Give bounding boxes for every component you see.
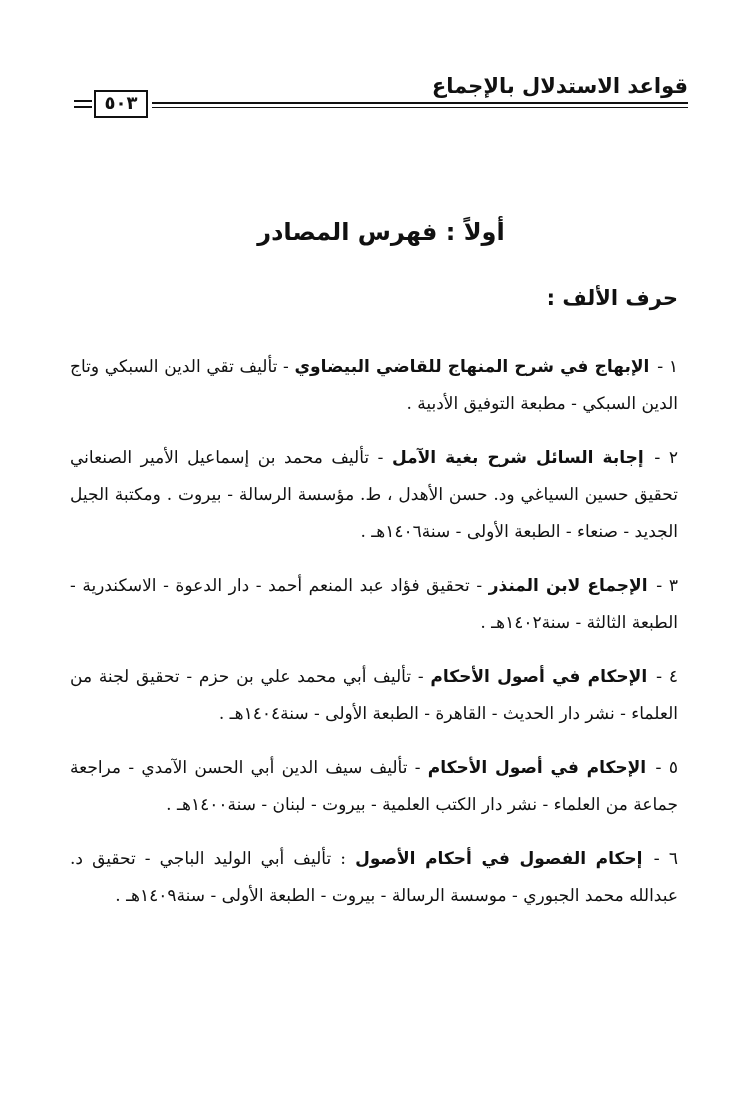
- entry-number: ٣ -: [656, 576, 679, 596]
- source-entry: [70, 440, 678, 551]
- header-rule-thin: [152, 107, 688, 108]
- source-entry: [70, 750, 678, 824]
- section-title: أولاً : فهرس المصادر: [257, 218, 505, 246]
- entry-number: ٢ -: [654, 448, 679, 468]
- page-number: ٥٠٣: [94, 90, 148, 118]
- entry-details: : تأليف أبي الوليد الباجي - تحقيق د. عبدالله محمد الجبوري - موسسة الرسالة - بيروت - الطبعة الأولى - سنة١٤٠٩هـ .: [70, 849, 678, 906]
- entry-number: ١ -: [657, 357, 679, 377]
- entry-title: الإبهاج في شرح المنهاج للقاضي البيضاوي: [294, 357, 650, 377]
- entry-details: - تحقيق فؤاد عبد المنعم أحمد - دار الدعوة - الاسكندرية - الطبعة الثالثة - سنة١٤٠٢هـ .: [70, 576, 678, 633]
- sources-list: [70, 332, 678, 925]
- header-rule: [152, 102, 688, 104]
- source-entry: [70, 659, 678, 733]
- source-entry: [70, 568, 678, 642]
- entry-title: إحكام الفصول في أحكام الأصول: [355, 849, 643, 869]
- source-entry: [70, 349, 678, 423]
- entry-details: - تأليف تقي الدين السبكي وتاج الدين السبكي - مطبعة التوفيق الأدبية .: [70, 357, 678, 414]
- entry-number: ٤ -: [655, 667, 678, 687]
- entry-number: ٥ -: [655, 758, 678, 778]
- entry-details: - تأليف محمد بن إسماعيل الأمير الصنعاني تحقيق حسين السياغي ود. حسن الأهدل ، ط. مؤسسة الرسالة - بيروت . ومكتبة الجيل الجديد - صنعاء - الطبعة الأولى - سنة١٤٠٦هـ .: [70, 448, 678, 542]
- entry-details: - تأليف أبي محمد علي بن حزم - تحقيق لجنة من العلماء - نشر دار الحديث - القاهرة - الطبعة الأولى - سنة١٤٠٤هـ .: [70, 667, 678, 724]
- entry-title: الإجماع لابن المنذر: [488, 576, 648, 596]
- page-header: [74, 72, 688, 122]
- entry-details: - تأليف سيف الدين أبي الحسن الآمدي - مراجعة جماعة من العلماء - نشر دار الكتب العلمية - بيروت - لبنان - سنة١٤٠٠هـ .: [70, 758, 678, 815]
- header-rule-left-tick: [74, 100, 92, 102]
- entry-title: إجابة السائل شرح بغية الآمل: [391, 448, 644, 468]
- letter-heading: حرف الألف :: [546, 286, 678, 310]
- source-entry: [70, 841, 678, 915]
- running-title: قواعد الاستدلال بالإجماع: [431, 74, 688, 98]
- header-rule-left-tick-lower: [74, 106, 92, 108]
- entry-title: الإحكام في أصول الأحكام: [427, 758, 647, 778]
- entry-title: الإحكام في أصول الأحكام: [430, 667, 648, 687]
- entry-number: ٦ -: [653, 849, 678, 869]
